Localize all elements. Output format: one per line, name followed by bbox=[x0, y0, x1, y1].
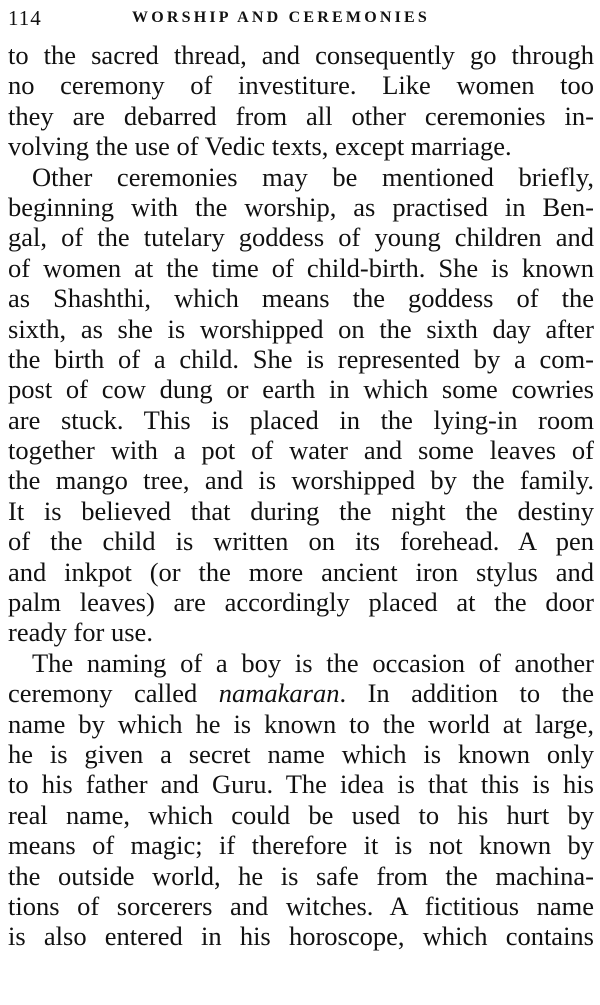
text-line: of women at the time of child-birth. She is known bbox=[8, 252, 594, 283]
book-page bbox=[8, 0, 594, 1005]
text-line: to the sacred thread, and consequently go through bbox=[8, 40, 594, 70]
text-segment: ceremony called bbox=[8, 678, 219, 709]
text-line: the birth of a child. She is represented by a com- bbox=[8, 343, 594, 374]
text-line: and inkpot (or the more ancient iron stylus and bbox=[8, 556, 594, 587]
text-line: are stuck. This is placed in the lying-in room bbox=[8, 404, 594, 435]
text-line: no ceremony of investiture. Like women too bbox=[8, 70, 594, 101]
text-line: means of magic; if therefore it is not known by bbox=[8, 830, 594, 861]
running-title: WORSHIP AND CEREMONIES bbox=[132, 9, 430, 26]
text-line: gal, of the tutelary goddess of young children and bbox=[8, 222, 594, 253]
text-line: name by which he is known to the world at large, bbox=[8, 708, 594, 739]
text-line: they are debarred from all other ceremonies in- bbox=[8, 100, 594, 131]
paragraph-1 bbox=[8, 40, 594, 162]
text-line: tions of sorcerers and witches. A fictitious name bbox=[8, 890, 594, 921]
text-line: It is believed that during the night the destiny bbox=[8, 495, 594, 526]
text-line: of the child is written on its forehead. A pen bbox=[8, 526, 594, 557]
text-line: palm leaves) are accordingly placed at the door bbox=[8, 587, 594, 618]
text-line: post of cow dung or earth in which some cowries bbox=[8, 374, 594, 405]
text-line: real name, which could be used to his hurt by bbox=[8, 799, 594, 830]
text-line: sixth, as she is worshipped on the sixth day after bbox=[8, 313, 594, 344]
text-line: Other ceremonies may be mentioned briefly, bbox=[32, 161, 594, 192]
text-line: ready for use. bbox=[8, 617, 153, 648]
italic-term: namakaran bbox=[218, 678, 340, 709]
text-line: beginning with the worship, as practised in Ben- bbox=[8, 191, 594, 222]
text-line: he is given a secret name which is known only bbox=[8, 738, 594, 769]
body-text bbox=[8, 40, 594, 952]
text-line: volving the use of Vedic texts, except marriage. bbox=[8, 131, 512, 162]
text-line: to his father and Guru. The idea is that this is his bbox=[8, 769, 594, 800]
text-line: is also entered in his horoscope, which contains bbox=[8, 921, 594, 952]
text-line: the mango tree, and is worshipped by the family. bbox=[8, 465, 594, 496]
paragraph-2 bbox=[8, 162, 594, 648]
page-number: 114 bbox=[8, 6, 42, 30]
running-head bbox=[8, 4, 594, 32]
text-line: as Shashthi, which means the goddess of the bbox=[8, 283, 594, 314]
text-line: the outside world, he is safe from the machina- bbox=[8, 860, 594, 891]
text-line: The naming of a boy is the occasion of another bbox=[32, 647, 594, 678]
paragraph-3 bbox=[8, 648, 594, 952]
text-line: together with a pot of water and some leaves of bbox=[8, 435, 594, 466]
text-segment: . In addition to the bbox=[339, 678, 594, 709]
text-line bbox=[8, 678, 594, 708]
